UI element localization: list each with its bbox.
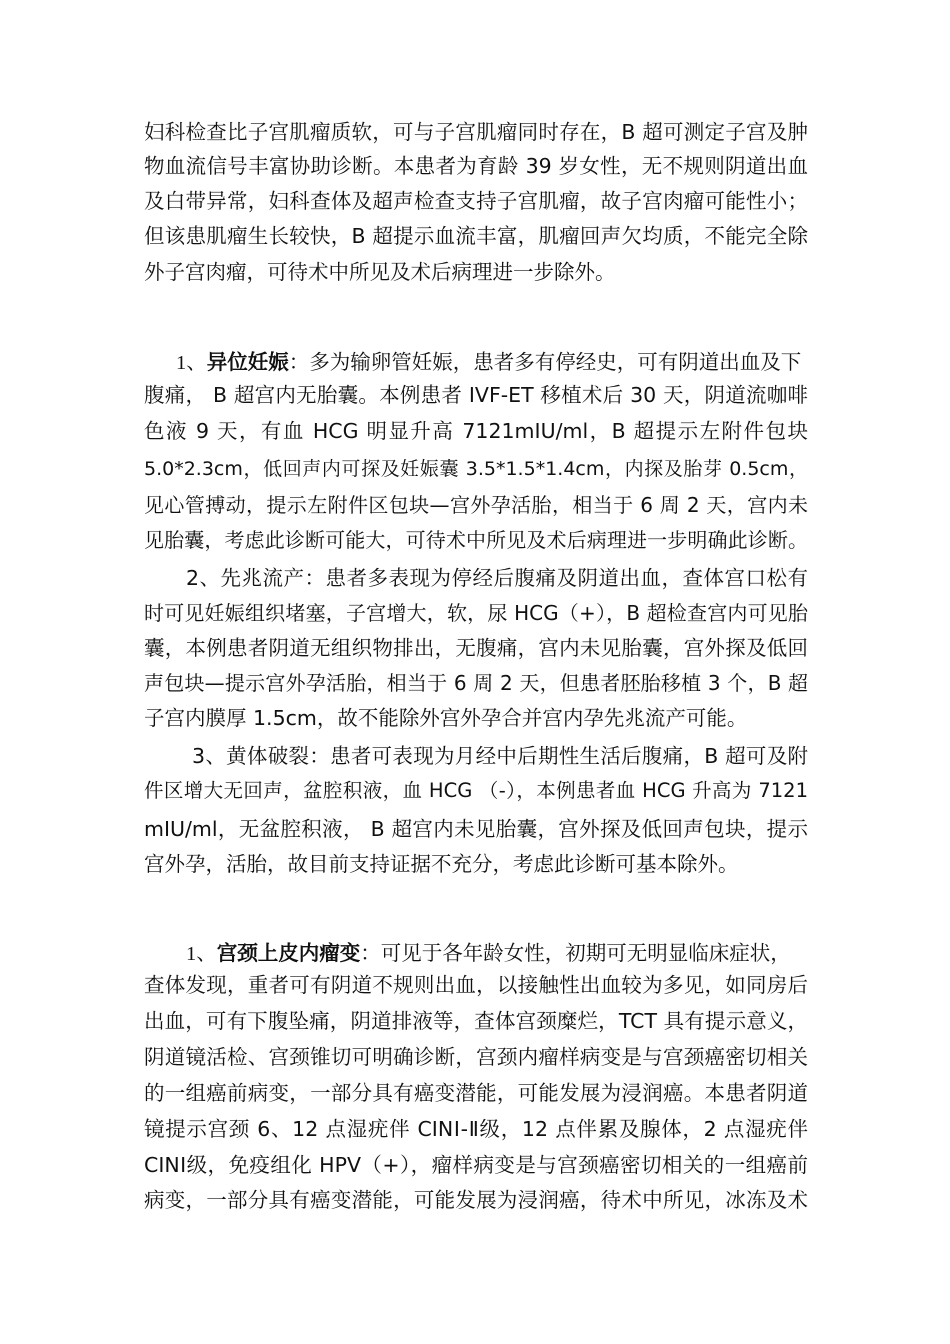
ectopic-pregnancy-line1-text: ：多为输卵管妊娠，患者多有停经史，可有阴道出血及下 (288, 350, 802, 374)
cin-line-3: 出血，可有下腹坠痛，阴道排液等，查体宫颈糜烂，TCT 具有提示意义， (144, 1009, 808, 1033)
intro-line-2: 物血流信号丰富协助诊断。本患者为育龄 39 岁女性，无不规则阴道出血 (144, 154, 808, 178)
threatened-abortion-line-2: 时可见妊娠组织堵塞，子宫增大，软，尿 HCG（+），B 超检查宫内可见胎 (144, 601, 808, 625)
corpus-luteum-rupture-line-3: mIU/ml，无盆腔积液， B 超宫内未见胎囊，宫外探及低回声包块，提示 (144, 817, 808, 841)
cin-title: 宫颈上皮内瘤变 (216, 941, 361, 965)
ectopic-pregnancy-number: 1、 (176, 352, 207, 374)
ectopic-pregnancy-heading-line (176, 344, 808, 380)
ectopic-pregnancy-line-5: 见心管搏动，提示左附件区包块—宫外孕活胎，相当于 6 周 2 天，宫内未 (144, 493, 808, 517)
ectopic-pregnancy-line-4: 5.0*2.3cm，低回声内可探及妊娠囊 3.5*1.5*1.4cm，内探及胎芽 0.5cm， (144, 458, 808, 480)
intro-line-3: 及白带异常，妇科查体及超声检查支持子宫肌瘤，故子宫肉瘤可能性小； (144, 189, 808, 213)
ectopic-pregnancy-title: 异位妊娠 (206, 350, 289, 374)
intro-line-1: 妇科检查比子宫肌瘤质软，可与子宫肌瘤同时存在，B 超可测定子宫及肿 (144, 120, 808, 144)
cin-heading-line (186, 935, 808, 971)
ectopic-pregnancy-line-6: 见胎囊，考虑此诊断可能大，可待术中所见及术后病理进一步明确此诊断。 (144, 528, 808, 552)
cin-line-7: CINⅠ级，免疫组化 HPV（+），瘤样病变是与宫颈癌密切相关的一组癌前 (144, 1153, 808, 1177)
threatened-abortion-line-3: 囊，本例患者阴道无组织物排出，无腹痛，宫内未见胎囊，宫外探及低回 (144, 636, 808, 660)
cin-line-8: 病变，一部分具有癌变潜能，可能发展为浸润癌，待术中所见，冰冻及术 (144, 1188, 808, 1212)
cin-number: 1、 (186, 943, 217, 965)
ectopic-pregnancy-line-3: 色液 9 天，有血 HCG 明显升高 7121mIU/ml，B 超提示左附件包块 (144, 419, 808, 443)
cin-line-4: 阴道镜活检、宫颈锥切可明确诊断，宫颈内瘤样病变是与宫颈癌密切相关 (144, 1045, 808, 1069)
cin-line-6: 镜提示宫颈 6、12 点湿疣伴 CINⅠ-Ⅱ级，12 点伴累及腺体，2 点湿疣伴 (144, 1117, 808, 1141)
threatened-abortion-line-4: 声包块—提示宫外孕活胎，相当于 6 周 2 天，但患者胚胎移植 3 个，B 超 (144, 671, 808, 695)
intro-line-4: 但该患肌瘤生长较快，B 超提示血流丰富，肌瘤回声欠均质，不能完全除 (144, 224, 808, 248)
threatened-abortion-line-5: 子宫内膜厚 1.5cm，故不能除外宫外孕合并宫内孕先兆流产可能。 (144, 706, 748, 730)
cin-line1-text: ：可见于各年龄女性，初期可无明显临床症状， (360, 941, 791, 965)
cin-line-2: 查体发现，重者可有阴道不规则出血，以接触性出血较为多见，如同房后 (144, 973, 808, 997)
intro-line-5: 外子宫肉瘤，可待术中所见及术后病理进一步除外。 (144, 260, 616, 284)
corpus-luteum-rupture-line-1: 3、黄体破裂：患者可表现为月经中后期性生活后腹痛，B 超可及附 (192, 744, 808, 768)
corpus-luteum-rupture-line-2: 件区增大无回声，盆腔积液，血 HCG （-），本例患者血 HCG 升高为 7121 (144, 779, 808, 802)
ectopic-pregnancy-line-2: 腹痛， B 超宫内无胎囊。本例患者 IVF-ET 移植术后 30 天，阴道流咖啡 (144, 383, 808, 407)
cin-line-5: 的一组癌前病变，一部分具有癌变潜能，可能发展为浸润癌。本患者阴道 (144, 1081, 808, 1105)
corpus-luteum-rupture-line-4: 宫外孕，活胎，故目前支持证据不充分，考虑此诊断可基本除外。 (144, 852, 739, 876)
threatened-abortion-line-1: 2、先兆流产：患者多表现为停经后腹痛及阴道出血，查体宫口松有 (186, 566, 808, 590)
